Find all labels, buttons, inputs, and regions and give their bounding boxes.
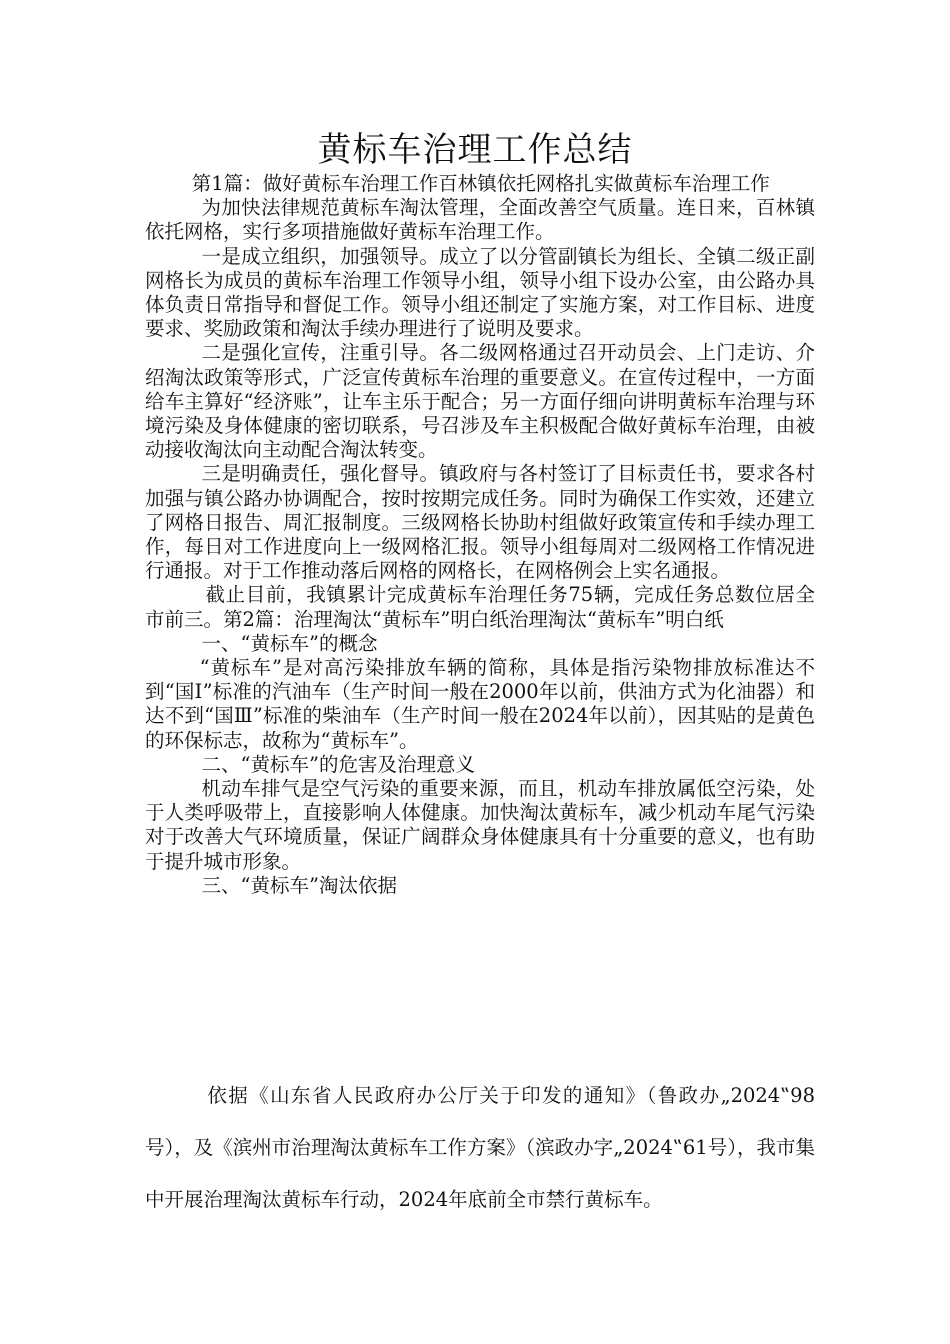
section-heading-harm: 二、“黄标车”的危害及治理意义 [201, 752, 475, 776]
paragraph-progress: 截止目前，我镇累计完成黄标车治理任务75辆，完成任务总数位居全市前三。第2篇：治理淘汰“黄标车”明白纸治理淘汰“黄标车”明白纸 [145, 583, 815, 631]
paragraph-basis: 依据《山东省人民政府办公厅关于印发的通知》（鲁政办„2024‟98号），及《滨州市治理淘汰黄标车工作方案》（滨政办字„2024‟61号），我市集中开展治理淘汰黄标车行动，2024年底前全市禁行黄标车。 [145, 1084, 815, 1211]
document-title: 黄标车治理工作总结 [317, 130, 633, 170]
basis-block [145, 1070, 815, 1226]
paragraph-concept: “黄标车”是对高污染排放车辆的简称，具体是指污染物排放标准达不到“国Ⅰ”标准的汽油车（生产时间一般在2000年以前，供油方式为化油器）和达不到“国Ⅲ”标准的柴油车（生产时间一般在2024年以前），因其贴的是黄色的环保标志，故称为“黄标车”。 [145, 656, 815, 752]
paragraph-harm: 机动车排气是空气污染的重要来源，而且，机动车排放属低空污染，处于人类呼吸带上，直接影响人体健康。加快淘汰黄标车，减少机动车尾气污染对于改善大气环境质量，保证广阔群众身体健康具有十分重要的意义，也有助于提升城市形象。 [145, 777, 815, 873]
section-heading-concept: 一、“黄标车”的概念 [201, 631, 378, 655]
paragraph-responsibility: 三是明确责任，强化督导。镇政府与各村签订了目标责任书，要求各村加强与镇公路办协调配合，按时按期完成任务。同时为确保工作实效，还建立了网格日报告、周汇报制度。三级网格长协助村组做好政策宣传和手续办理工作，每日对工作进度向上一级网格汇报。领导小组每周对二级网格工作情况进行通报。对于工作推动落后网格的网格长，在网格例会上实名通报。 [145, 462, 815, 583]
paragraph-article-heading: 第1篇：做好黄标车治理工作百林镇依托网格扎实做黄标车治理工作 [191, 172, 770, 195]
paragraph-publicity: 二是强化宣传，注重引导。各二级网格通过召开动员会、上门走访、介绍淘汰政策等形式，广泛宣传黄标车治理的重要意义。在宣传过程中，一方面给车主算好“经济账”，让车主乐于配合；另一方面仔细向讲明黄标车治理与环境污染及身体健康的密切联系，号召涉及车主积极配合做好黄标车治理，由被动接收淘汰向主动配合淘汰转变。 [145, 341, 815, 462]
paragraph-intro: 为加快法律规范黄标车淘汰管理，全面改善空气质量。连日来，百林镇依托网格，实行多项措施做好黄标车治理工作。 [145, 196, 815, 244]
document-body [145, 172, 815, 898]
paragraph-organization: 一是成立组织，加强领导。成立了以分管副镇长为组长、全镇二级正副网格长为成员的黄标车治理工作领导小组，领导小组下设办公室，由公路办具体负责日常指导和督促工作。领导小组还制定了实施方案，对工作目标、进度要求、奖励政策和淘汰手续办理进行了说明及要求。 [145, 244, 815, 341]
section-heading-basis: 三、“黄标车”淘汰依据 [201, 873, 397, 897]
